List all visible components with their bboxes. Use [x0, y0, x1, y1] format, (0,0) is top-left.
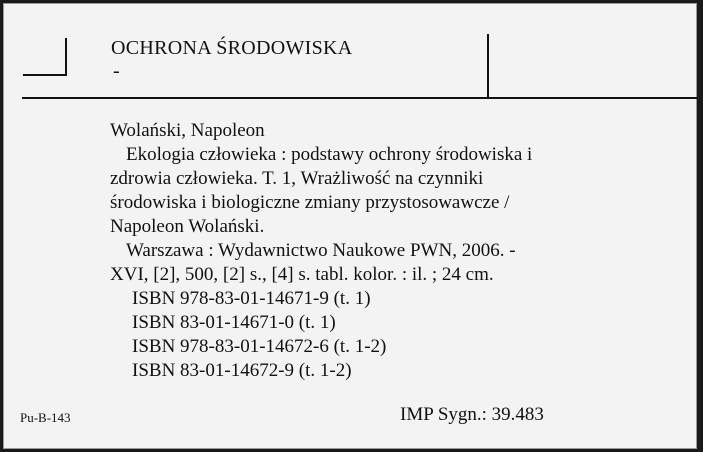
title-line: Napoleon Wolański. — [110, 216, 265, 237]
horizontal-divider — [22, 97, 698, 99]
title-line: zdrowia człowieka. T. 1, Wrażliwość na czynniki — [110, 168, 484, 189]
title-line: Ekologia człowieka : podstawy ochrony środowiska i — [126, 144, 533, 165]
vertical-divider — [487, 34, 489, 99]
catalog-card — [3, 3, 697, 449]
record-body — [110, 119, 630, 383]
publication-line: XVI, [2], 500, [2] s., [4] s. tabl. kolor. : il. ; 24 cm. — [110, 264, 494, 285]
isbn-line: ISBN 83-01-14672-9 (t. 1-2) — [132, 360, 352, 381]
isbn-line: ISBN 83-01-14671-0 (t. 1) — [132, 312, 336, 333]
author-line: Wolański, Napoleon — [110, 120, 265, 141]
call-number: IMP Sygn.: 39.483 — [400, 404, 544, 425]
title-line: środowiska i biologiczne zmiany przystosowawcze / — [110, 192, 510, 213]
isbn-line: ISBN 978-83-01-14671-9 (t. 1) — [132, 288, 371, 309]
isbn-line: ISBN 978-83-01-14672-6 (t. 1-2) — [132, 336, 387, 357]
corner-mark — [23, 38, 67, 76]
subject-heading: OCHRONA ŚRODOWISKA — [111, 37, 353, 59]
subject-dash: - — [113, 60, 120, 82]
card-code: Pu-B-143 — [20, 410, 71, 425]
publication-line: Warszawa : Wydawnictwo Naukowe PWN, 2006. - — [126, 240, 516, 261]
